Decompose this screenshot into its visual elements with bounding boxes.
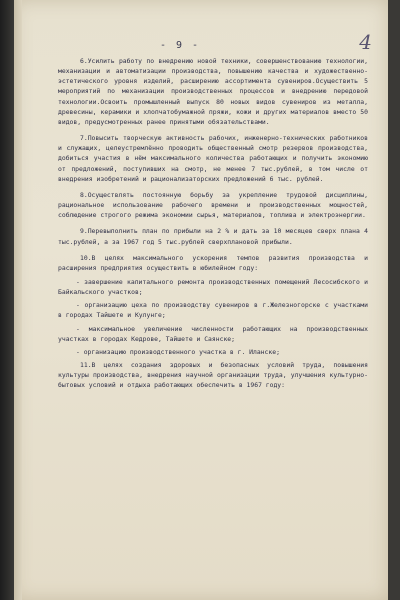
scan-left-edge (0, 0, 14, 600)
paragraph-11: 11.В целях создания здоровых и безопасных условий труда, повышения культуры производства, внедрения научной организации труда, улучшения культурно-бытовых условий и отдыха работающих обеспечить в 1967 году: (58, 361, 368, 390)
paper-binding-edge (14, 0, 22, 600)
paragraph-9: 9.Перевыполнить план по прибыли на 2 % и дать за 10 месяцев сверх плана 4 тыс.рублей, а за 1967 год 5 тыс.рублей сверхплановой прибыли. (58, 227, 368, 246)
list-item: - максимальное увеличение численности работающих на производственных участках в городах Кедрове, Тайшете и Саянске; (58, 324, 368, 343)
document-body (58, 56, 368, 394)
paragraph-8: 8.Осуществлять постоянную борьбу за укрепление трудовой дисциплины, рациональное использование рабочего времени и производственных мощностей, соблюдение строгого режима экономии сырья, материалов, топлива и электроэнергии. (58, 190, 368, 220)
paragraph-6: 6.Усилить работу по внедрению новой техники, совершенствованию технологии, механизации и автоматизации производства, повышению качества и художественно-эстетического уровня изделий, расширению ассортимента сувениров.Осуществить 5 мероприятий по механизации производственных процессов и внедрению передовой технологии.Освоить промышленный выпуск 80 новых видов сувениров из металла, древесины, керамики и хлопчатобумажной пряжи, кожи и других материалов вместо 50 видов, предусмотренных ранее принятыми обязательствами. (58, 57, 368, 126)
paragraph-7: 7.Повысить творческую активность рабочих, инженерно-технических работников и служащих, целеустремлённо проводить общественный смотр резервов производства, добиться участия в нём максимального количества работающих и получить экономию от предложений, поступивших на смотр, не менее 7 тыс.рублей, в том числе от внедрения изобретений и рационализаторских предложений 6 тыс. рублей. (58, 134, 368, 183)
paragraph-10: 10.В целях максимального ускорения темпов развития производства и расширения предприятия осуществить в юбилейном году: (58, 253, 368, 272)
list-item: - завершение капитального ремонта производственных помещений Лесосибского и Байкальского участков; (58, 277, 368, 297)
page-number: - 9 - (159, 40, 201, 51)
folio-handwritten-mark: 4 (359, 30, 372, 54)
list-item: - организацию цеха по производству сувениров в г.Железногорске с участками в городах Тайшете и Кулунге; (58, 301, 368, 320)
list-item: - организацию производственного участка в г. Иланске; (76, 347, 280, 356)
